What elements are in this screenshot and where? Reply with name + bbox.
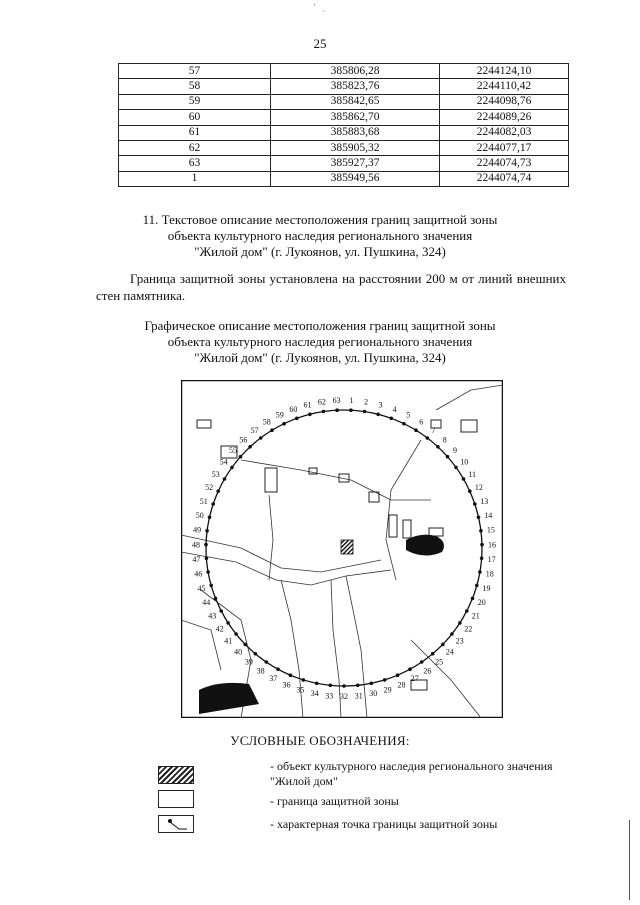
boundary-point-label: 51	[199, 496, 208, 506]
boundary-point-label: 29	[383, 685, 392, 695]
boundary-point	[396, 673, 400, 677]
boundary-point	[315, 682, 319, 686]
boundary-point	[462, 477, 466, 481]
boundary-point	[480, 543, 484, 547]
table-row	[119, 94, 569, 109]
table-row	[119, 125, 569, 140]
point-number-cell: 62	[119, 140, 271, 155]
boundary-point-label: 41	[224, 636, 233, 646]
x-coordinate-cell: 385862,70	[271, 110, 440, 125]
table-row	[119, 156, 569, 171]
boundary-point-label: 48	[192, 540, 200, 550]
boundary-point-label: 31	[354, 691, 363, 701]
boundary-point	[243, 643, 247, 647]
boundary-point	[329, 684, 333, 688]
boundary-point-label: 53	[211, 470, 220, 479]
boundary-point-label: 56	[239, 435, 248, 445]
scan-margin-line	[629, 820, 630, 900]
boundary-point-label: 30	[369, 689, 378, 699]
boundary-point	[473, 502, 477, 506]
point-number-cell: 63	[119, 156, 271, 171]
boundary-point	[282, 422, 286, 426]
boundary-point-label: 19	[482, 584, 491, 594]
boundary-point	[205, 557, 209, 561]
boundary-point	[408, 667, 412, 671]
boundary-point-label: 49	[193, 525, 202, 535]
boundary-point-label: 43	[208, 611, 217, 621]
boundary-point	[216, 489, 220, 493]
x-coordinate-cell: 385842,65	[271, 94, 440, 109]
boundary-point	[219, 609, 223, 613]
boundary-point-label: 42	[215, 624, 224, 634]
boundary-point-label: 2	[364, 397, 369, 407]
table-row	[119, 171, 569, 186]
y-coordinate-cell: 2244124,10	[440, 64, 569, 79]
legend-heritage-swatch	[158, 766, 194, 784]
point-number-cell: 61	[119, 125, 271, 140]
boundary-point-label: 9	[453, 446, 457, 456]
boundary-point-label: 17	[487, 555, 496, 565]
boundary-point	[208, 516, 212, 520]
heading-line: Графическое описание местоположения границ защитной зоны	[144, 318, 496, 333]
boundary-point-label: 55	[229, 446, 237, 456]
point-marker-icon	[159, 816, 193, 832]
boundary-point-label: 37	[269, 674, 278, 683]
boundary-point-label: 21	[471, 611, 480, 621]
boundary-point	[248, 445, 252, 449]
boundary-point-label: 62	[317, 397, 326, 407]
boundary-point	[370, 682, 374, 686]
boundary-point	[295, 417, 299, 421]
boundary-point	[480, 557, 484, 561]
y-coordinate-cell: 2244077,17	[440, 140, 569, 155]
boundary-point-label: 25	[435, 657, 444, 667]
boundary-point	[226, 621, 230, 625]
boundary-point-label: 6	[419, 417, 424, 427]
legend-heritage-label: - объект культурного наследия регионального значения "Жилой дом"	[270, 759, 553, 788]
x-coordinate-cell: 385823,76	[271, 79, 440, 94]
boundary-point-label: 45	[197, 584, 206, 594]
boundary-point	[239, 455, 243, 459]
y-coordinate-cell: 2244074,74	[440, 171, 569, 186]
boundary-point-label: 5	[406, 410, 411, 420]
boundary-point	[383, 678, 387, 682]
boundary-point-label: 38	[256, 666, 265, 676]
boundary-point-label: 54	[219, 457, 228, 467]
boundary-point-label: 57	[250, 426, 259, 435]
heritage-object	[341, 540, 353, 554]
boundary-point	[446, 455, 450, 459]
boundary-point-label: 39	[244, 657, 253, 667]
boundary-point-label: 16	[488, 540, 496, 550]
boundary-point	[356, 684, 360, 688]
point-number-cell: 58	[119, 79, 271, 94]
boundary-point-label: 61	[303, 400, 312, 410]
boundary-point	[458, 621, 462, 625]
boundary-point-label: 14	[484, 511, 493, 521]
boundary-point	[477, 516, 481, 520]
boundary-point-label: 34	[310, 689, 319, 699]
boundary-point	[349, 408, 353, 412]
boundary-point-label: 46	[194, 569, 203, 579]
y-coordinate-cell: 2244110,42	[440, 79, 569, 94]
boundary-point	[431, 652, 435, 656]
point-number-cell: 57	[119, 64, 271, 79]
boundary-point	[389, 417, 393, 421]
y-coordinate-cell: 2244089,26	[440, 110, 569, 125]
legend-point-label: - характерная точка границы защитной зоны	[270, 817, 498, 831]
coordinates-table	[118, 63, 569, 187]
boundary-point-label: 20	[477, 598, 486, 608]
x-coordinate-cell: 385927,37	[271, 156, 440, 171]
boundary-point-label: 26	[423, 666, 432, 676]
boundary-point	[209, 584, 213, 588]
x-coordinate-cell: 385883,68	[271, 125, 440, 140]
zone-map	[181, 380, 503, 718]
boundary-point	[426, 436, 430, 440]
boundary-point-label: 58	[262, 417, 271, 427]
boundary-point-label: 52	[205, 483, 214, 493]
boundary-point	[468, 489, 472, 493]
page-number: 25	[313, 36, 327, 51]
boundary-point	[211, 502, 215, 506]
heading-line: объекта культурного наследия регионального значения	[167, 228, 473, 243]
boundary-point	[450, 632, 454, 636]
boundary-point-label: 15	[486, 525, 495, 535]
boundary-point	[214, 597, 218, 601]
boundary-point	[471, 597, 475, 601]
boundary-point	[479, 529, 483, 533]
boundary-point-label: 23	[455, 636, 464, 646]
text-description-heading	[0, 212, 640, 260]
x-coordinate-cell: 385905,32	[271, 140, 440, 155]
boundary-point	[322, 410, 326, 414]
point-number-cell: 60	[119, 110, 271, 125]
x-coordinate-cell: 385949,56	[271, 171, 440, 186]
boundary-point	[289, 673, 293, 677]
boundary-point-label: 13	[480, 496, 489, 506]
scan-artifacts: ʼ ˏ	[312, 2, 328, 12]
boundary-point	[259, 436, 263, 440]
boundary-point-label: 3	[378, 400, 383, 410]
boundary-point-label: 24	[445, 647, 454, 657]
table-row	[119, 79, 569, 94]
point-number-cell: 1	[119, 171, 271, 186]
boundary-point	[402, 422, 406, 426]
boundary-point	[363, 410, 367, 414]
boundary-point	[270, 428, 274, 432]
boundary-point	[223, 477, 227, 481]
boundary-point	[276, 667, 280, 671]
boundary-point	[234, 632, 238, 636]
table-row	[119, 110, 569, 125]
boundary-point	[230, 466, 234, 470]
boundary-point-label: 22	[464, 624, 473, 634]
boundary-point-label: 28	[397, 680, 406, 690]
boundary-point	[420, 660, 424, 664]
table-row	[119, 140, 569, 155]
boundary-point	[454, 466, 458, 470]
boundary-point	[204, 543, 208, 547]
boundary-point	[465, 609, 469, 613]
boundary-point	[302, 678, 306, 682]
heading-line: объекта культурного наследия регионального значения	[167, 334, 473, 349]
heading-line: 11. Текстовое описание местоположения границ защитной зоны	[142, 212, 498, 227]
boundary-point	[436, 445, 440, 449]
boundary-point	[254, 652, 258, 656]
dark-area	[406, 535, 444, 556]
boundary-point	[342, 684, 346, 688]
boundary-point	[206, 570, 210, 574]
boundary-point-label: 60	[289, 404, 298, 414]
boundary-point-label: 1	[349, 396, 354, 406]
boundary-point-label: 40	[234, 647, 243, 657]
boundary-point-label: 7	[431, 426, 436, 435]
boundary-point-label: 59	[275, 410, 284, 420]
boundary-point	[441, 643, 445, 647]
boundary-point	[335, 408, 339, 412]
y-coordinate-cell: 2244082,03	[440, 125, 569, 140]
boundary-point	[478, 570, 482, 574]
boundary-point-label: 10	[460, 457, 469, 467]
legend-point-swatch	[158, 815, 194, 833]
boundary-point-label: 18	[485, 569, 494, 579]
legend-zone-swatch	[158, 790, 194, 808]
heading-line: "Жилой дом" (г. Лукоянов, ул. Пушкина, 324)	[194, 350, 446, 365]
boundary-point-label: 44	[202, 598, 211, 608]
boundary-point	[205, 529, 209, 533]
boundary-point-label: 12	[474, 483, 483, 493]
boundary-point-label: 50	[195, 511, 204, 521]
boundary-point	[376, 413, 380, 417]
boundary-point-label: 63	[332, 396, 341, 406]
boundary-point-label: 8	[442, 435, 447, 445]
point-number-cell: 59	[119, 94, 271, 109]
legend-zone-label: - граница защитной зоны	[270, 794, 399, 808]
boundary-point	[265, 660, 269, 664]
boundary-point-label: 47	[192, 555, 201, 565]
y-coordinate-cell: 2244074,73	[440, 156, 569, 171]
boundary-point-label: 33	[325, 691, 334, 701]
boundary-point	[475, 584, 479, 588]
boundary-point-label: 11	[468, 470, 477, 479]
boundary-point	[414, 428, 418, 432]
boundary-point-label: 35	[296, 685, 305, 695]
zone-paragraph: Граница защитной зоны установлена на расстоянии 200 м от линий внешних стен памятника.	[96, 271, 566, 303]
y-coordinate-cell: 2244098,76	[440, 94, 569, 109]
boundary-point	[308, 413, 312, 417]
boundary-point-label: 32	[340, 692, 348, 701]
table-row	[119, 64, 569, 79]
legend-title: УСЛОВНЫЕ ОБОЗНАЧЕНИЯ:	[230, 733, 410, 748]
graphic-description-heading	[0, 318, 640, 366]
boundary-point-label: 4	[392, 404, 397, 414]
boundary-point-label: 36	[282, 680, 291, 690]
boundary-point-label: 27	[410, 674, 419, 683]
heading-line: "Жилой дом" (г. Лукоянов, ул. Пушкина, 324)	[194, 244, 446, 259]
x-coordinate-cell: 385806,28	[271, 64, 440, 79]
